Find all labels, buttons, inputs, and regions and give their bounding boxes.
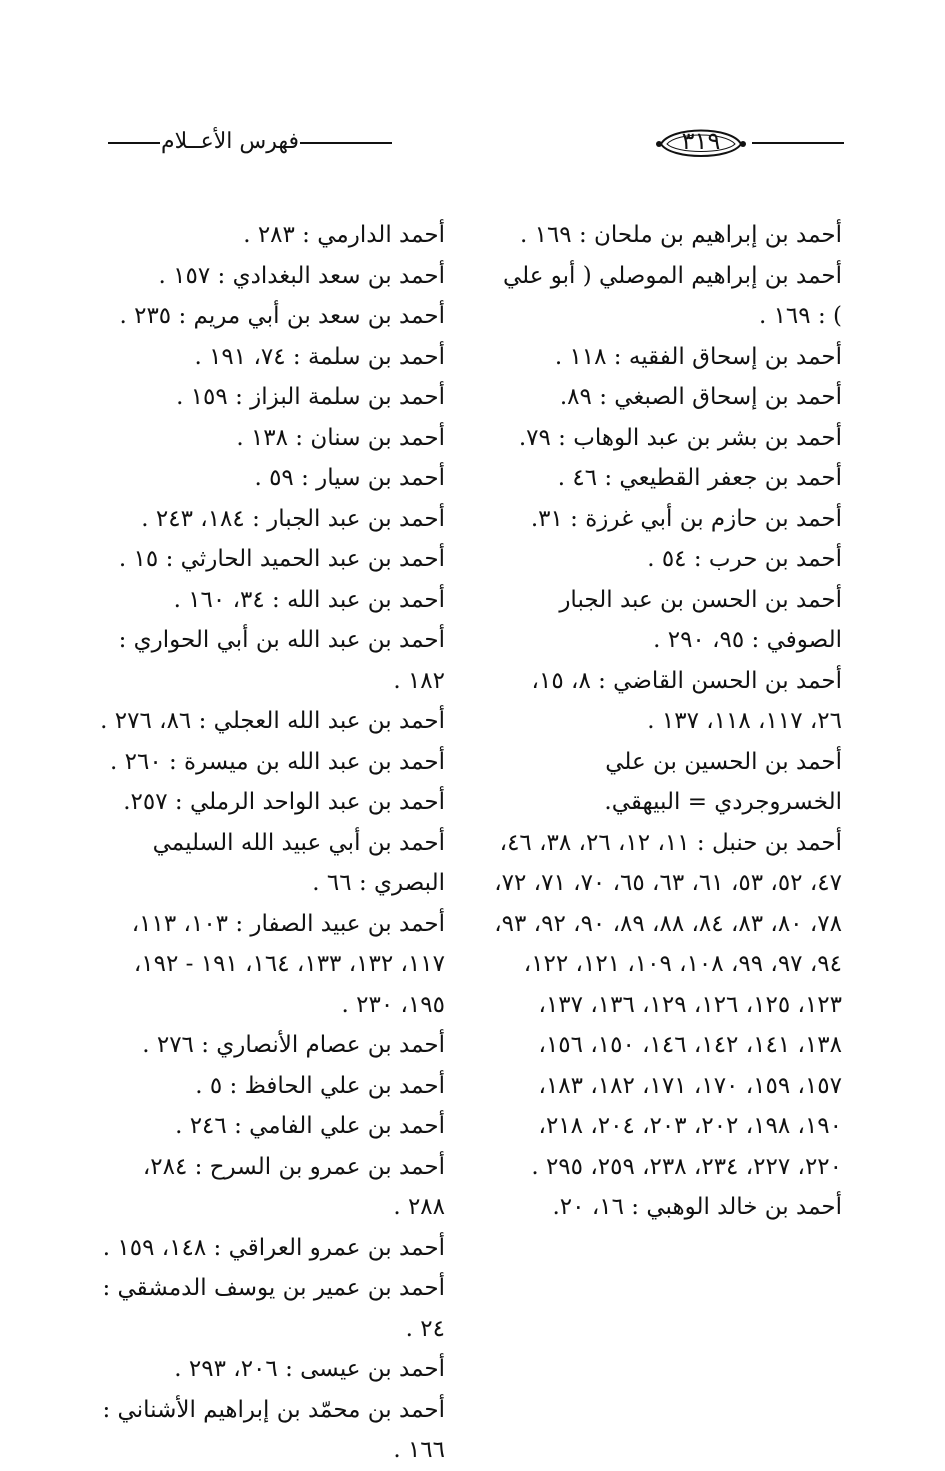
index-entry: أحمد بن عبيد الصفار : ١٠٣، ١١٣، ١١٧، ١٣٢، ١٣٣، ١٦٤، ١٩١ - ١٩٢، ١٩٥، ٢٣٠ . [131, 910, 445, 1018]
page-number: ٣١٩ [681, 127, 721, 155]
index-entry: أحمد بن سعد البغدادي : ١٥٧ . [158, 262, 445, 289]
index-entry: أحمد بن علي الحافظ : ٥ . [195, 1072, 445, 1099]
index-entry: أحمد بن سعد بن أبي مريم : ٢٣٥ . [119, 303, 445, 329]
index-entry: أحمد بن علي الفامي : ٢٤٦ . [175, 1113, 445, 1139]
index-entry: أحمد بن عبد الواحد الرملي : ٢٥٧. [123, 789, 445, 815]
index-entry: أحمد بن عبد الله بن ميسرة : ٢٦٠ . [109, 748, 445, 775]
index-entry: أحمد بن عمرو العراقي : ١٤٨، ١٥٩ . [102, 1234, 445, 1261]
page-number-badge [655, 118, 747, 164]
index-entry: أحمد بن سيار : ٥٩ . [254, 465, 445, 491]
page-header [100, 112, 845, 172]
index-entry: أحمد بن سلمة : ٧٤، ١٩١ . [194, 343, 445, 370]
index-entry: أحمد بن سلمة البزاز : ١٥٩ . [176, 384, 445, 410]
index-entry: أحمد بن عبد الحميد الحارثي : ١٥ . [118, 546, 445, 572]
header-rule-right [752, 142, 844, 144]
header-title: فهرس الأعــلام [160, 129, 300, 154]
index-entry: أحمد بن عبد الجبار : ١٨٤، ٢٤٣ . [141, 505, 445, 532]
index-entry: أحمد بن عبد الله العجلي : ٨٦، ٢٧٦ . [100, 708, 445, 734]
index-entry: أحمد بن عمير بن يوسف الدمشقي : ٢٤ . [102, 1275, 445, 1342]
index-entry: أحمد بن إسحاق الفقيه : ١١٨ . [554, 343, 842, 370]
index-entry: أحمد الدارمي : ٢٨٣ . [243, 222, 445, 248]
index-entry: أحمد بن حرب : ٥٤ . [647, 546, 842, 572]
index-column-right [494, 215, 842, 1228]
index-entry: أحمد بن أبي عبيد الله السليمي البصري : ٦٦ . [152, 829, 445, 896]
index-entry: أحمد بن محمّد بن إبراهيم الأشناني : ١٦٦ . [102, 1396, 445, 1463]
index-entry: أحمد بن الحسين بن علي الخسروجردي = البيهقي. [604, 748, 842, 815]
index-entry: أحمد بن عصام الأنصاري : ٢٧٦ . [142, 1032, 445, 1058]
index-entry: أحمد بن عبد الله بن أبي الحواري : ١٨٢ . [118, 627, 445, 694]
index-entry: أحمد بن الحسن القاضي : ٨، ١٥، ٢٦، ١١٧، ١١٨، ١٣٧ . [531, 667, 842, 734]
index-entry: أحمد بن إسحاق الصبغي : ٨٩. [559, 384, 842, 410]
index-entry: أحمد بن سنان : ١٣٨ . [236, 424, 445, 451]
index-column-left [100, 215, 445, 1471]
index-entry: أحمد بن الحسن بن عبد الجبار الصوفي : ٩٥، ٢٩٠ . [559, 586, 842, 653]
header-rule-left [108, 142, 160, 144]
index-entry: أحمد بن عيسى : ٢٠٦، ٢٩٣ . [174, 1356, 445, 1382]
index-entry: أحمد بن حازم بن أبي غرزة : ٣١. [530, 505, 842, 532]
index-entry: أحمد بن عبد الله : ٣٤، ١٦٠ . [173, 586, 445, 613]
index-entry: أحمد بن خالد الوهبي : ١٦، ٢٠. [552, 1194, 842, 1220]
index-entry: أحمد بن حنبل : ١١، ١٢، ٢٦، ٣٨، ٤٦، ٤٧، ٥٢، ٥٣، ٦١، ٦٣، ٦٥، ٧٠، ٧١، ٧٢، ٧٨، ٨٠، ٨٣، ٨٤، ٨٨، ٨٩، ٩٠، ٩٢، ٩٣، ٩٤، ٩٧، ٩٩، ١٠٨، ١٠٩، ١٢١، ١٢٢، ١٢٣، ١٢٥، ١٢٦، ١٢٩، ١٣٦، ١٣٧، ١٣٨، ١٤١، ١٤٢، ١٤٦، ١٥٠، ١٥٦، ١٥٧، ١٥٩، ١٧٠، ١٧١، ١٨٢، ١٨٣، ١٩٠، ١٩٨، ٢٠٢، ٢٠٣، ٢٠٤، ٢١٨، ٢٢٠، ٢٢٧، ٢٣٤، ٢٣٨، ٢٥٩، ٢٩٥ . [494, 829, 842, 1180]
header-rule-middle [300, 142, 392, 144]
index-entry: أحمد بن عمرو بن السرح : ٢٨٤، ٢٨٨ . [142, 1153, 445, 1220]
index-entry: أحمد بن جعفر القطيعي : ٤٦ . [557, 465, 842, 491]
index-entry: أحمد بن بشر بن عبد الوهاب : ٧٩. [518, 424, 842, 451]
index-entry: أحمد بن إبراهيم بن ملحان : ١٦٩ . [519, 222, 842, 248]
index-entry: أحمد بن إبراهيم الموصلي ( أبو علي ) : ١٦٩ . [502, 262, 842, 329]
